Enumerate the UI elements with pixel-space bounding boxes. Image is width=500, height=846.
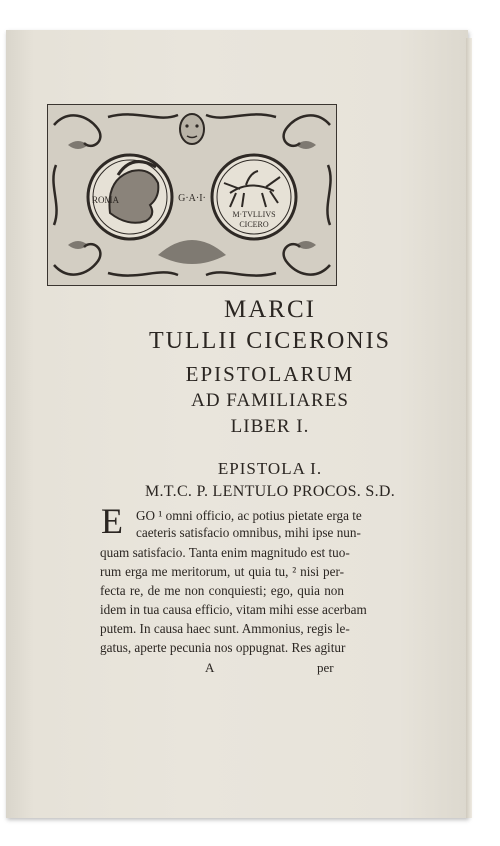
engraved-vignette: [47, 104, 337, 286]
heading-line-2: TULLII CICERONIS: [149, 328, 391, 354]
text-line-6: idem in tua causa efficio, vitam mihi esse acerbam: [100, 602, 367, 617]
catchword: per: [317, 660, 334, 675]
coin-right-legend-2: CICERO: [239, 220, 269, 229]
coin-left-legend: ROMA: [92, 195, 120, 205]
heading-line-4: AD FAMILIARES: [191, 390, 349, 411]
heading-line-1: MARCI: [224, 296, 316, 323]
letter-title: EPISTOLA I.: [217, 459, 323, 478]
text-line-7: putem. In causa haec sunt. Ammonius, regis le-: [100, 621, 350, 636]
heading-line-5: LIBER I.: [230, 416, 310, 437]
letter-address: M.T.C. P. LENTULO PROCOS. S.D.: [144, 483, 396, 500]
vignette-center-legend: G·A·I·: [178, 193, 206, 204]
text-line-3: quam satisfacio. Tanta enim magnitudo est tuo-: [100, 545, 350, 560]
text-line-1: GO ¹ omni officio, ac potius pietate erga te: [136, 508, 362, 523]
text-line-2: caeteris satisfacio omnibus, mihi ipse nun-: [136, 525, 361, 540]
text-line-5: fecta re, de me non conquiesti; ego, quia non: [100, 583, 344, 598]
coin-right-legend-1: M·TVLLIVS: [232, 210, 276, 219]
text-line-8: gatus, aperte pecunia nos oppugnat. Res agitur: [100, 640, 346, 655]
page-edge: [466, 38, 472, 818]
text-line-4: rum erga me meritorum, ut quia tu, ² nisi per-: [100, 564, 344, 579]
heading-line-3: EPISTOLARUM: [185, 362, 355, 386]
drop-cap: E: [101, 501, 123, 541]
signature-mark: A: [205, 660, 215, 675]
vignette-illustration: [48, 105, 336, 285]
